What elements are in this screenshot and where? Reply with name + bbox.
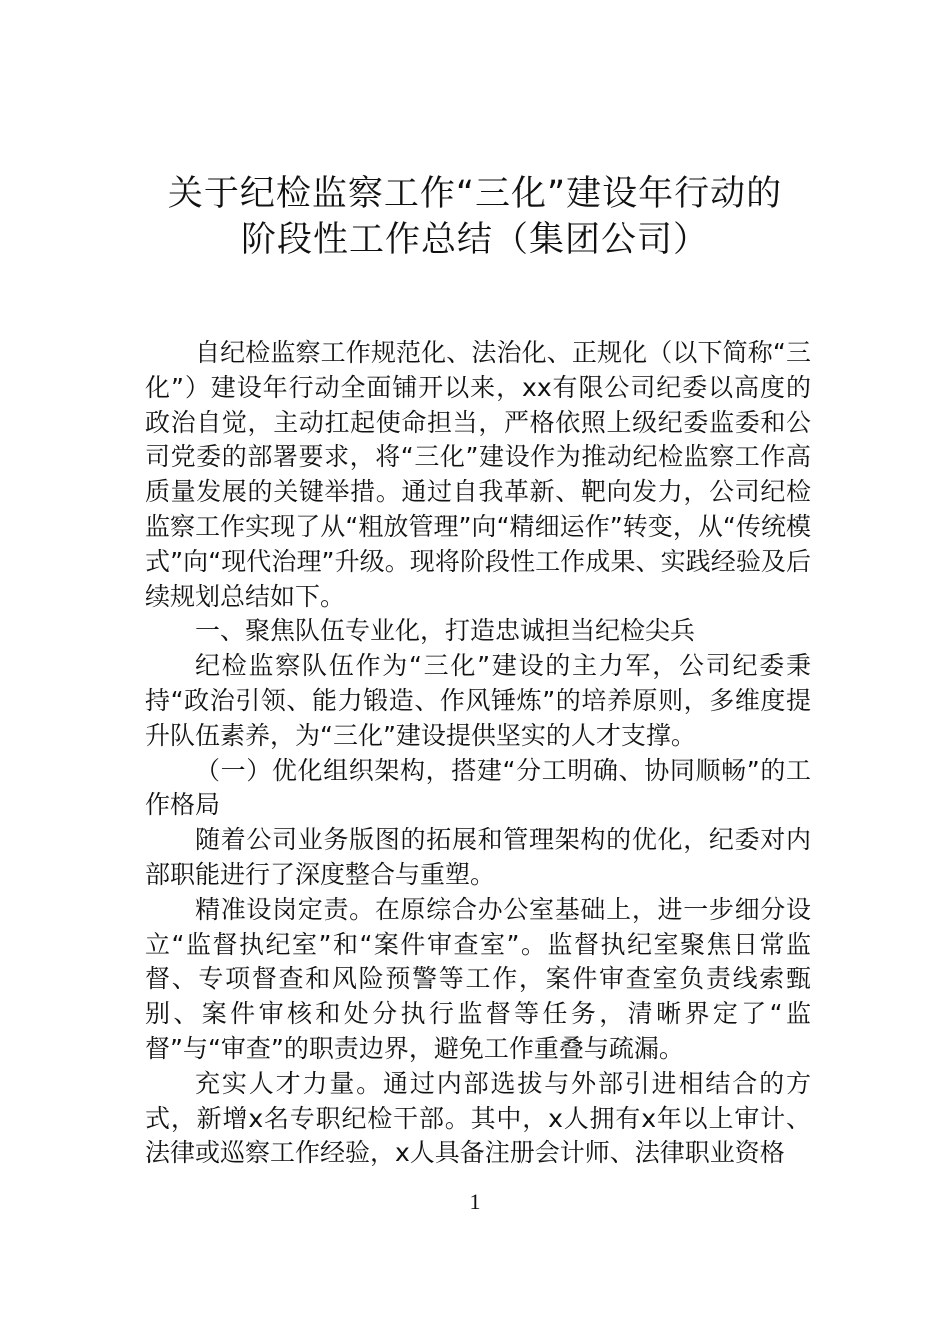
subsection-1-paragraph: 随着公司业务版图的拓展和管理架构的优化，纪委对内部职能进行了深度整合与重塑。 <box>145 825 811 889</box>
subsection-heading-1: （一）优化组织架构，搭建“分工明确、协同顺畅”的工作格局 <box>145 755 811 820</box>
document-title-line-1: 关于纪检监察工作“三化”建设年行动的 <box>167 174 783 214</box>
section-heading-1: 一、聚焦队伍专业化，打造忠诚担当纪检尖兵 <box>195 616 696 646</box>
talent-paragraph: 充实人才力量。通过内部选拔与外部引进相结合的方式，新增x名专职纪检干部。其中，x人拥有x年以上审计、法律或巡察工作经验，x人具备注册会计师、法律职业资格 <box>145 1068 811 1168</box>
document-title-line-2: 阶段性工作总结（集团公司） <box>240 220 709 260</box>
document-body <box>145 336 811 1171</box>
post-setting-paragraph: 精准设岗定责。在原综合办公室基础上，进一步细分设立“监督执纪室”和“案件审查室”。监督执纪室聚焦日常监督、专项督查和风险预警等工作，案件审查室负责线索甄别、案件审核和处分执行监督等任务，清晰界定了“监督”与“审查”的职责边界，避免工作重叠与疏漏。 <box>145 894 811 1063</box>
section-1-paragraph: 纪检监察队伍作为“三化”建设的主力军，公司纪委秉持“政治引领、能力锻造、作风锤炼”的培养原则，多维度提升队伍素养，为“三化”建设提供坚实的人才支撑。 <box>145 651 811 750</box>
page-number: 1 <box>469 1189 481 1214</box>
intro-paragraph: 自纪检监察工作规范化、法治化、正规化（以下简称“三化”）建设年行动全面铺开以来，xx有限公司纪委以高度的政治自觉，主动扛起使命担当，严格依照上级纪委监委和公司党委的部署要求，将“三化”建设作为推动纪检监察工作高质量发展的关键举措。通过自我革新、靶向发力，公司纪检监察工作实现了从“粗放管理”向“精细运作”转变，从“传统模式”向“现代治理”升级。现将阶段性工作成果、实践经验及后续规划总结如下。 <box>145 338 811 611</box>
